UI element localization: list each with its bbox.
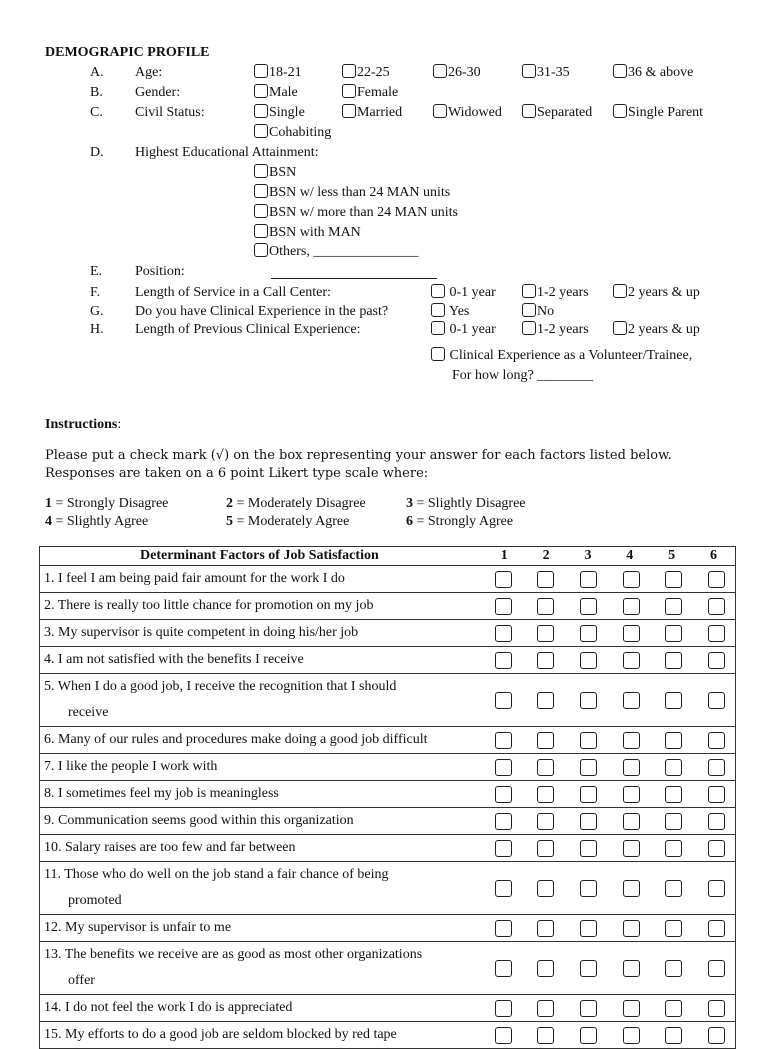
checkbox-icon[interactable]: [613, 104, 627, 118]
rating-checkbox-3[interactable]: [580, 840, 597, 857]
rating-checkbox-3[interactable]: [580, 652, 597, 669]
rating-checkbox-3[interactable]: [580, 1027, 597, 1044]
table-row: [40, 754, 736, 781]
checkbox-icon[interactable]: [522, 284, 536, 298]
scale-item-2: 2 = Moderately Disagree: [226, 496, 366, 511]
rating-checkbox-1[interactable]: [495, 1000, 512, 1017]
rating-checkbox-4[interactable]: [623, 786, 640, 803]
statement-text: 5. When I do a good job, I receive the recognition that I should: [44, 679, 397, 694]
rating-checkbox-2[interactable]: [537, 813, 554, 830]
table-row: [40, 1022, 736, 1049]
rating-cell: [479, 754, 736, 781]
table-row: [40, 808, 736, 835]
rating-checkbox-4[interactable]: [623, 625, 640, 642]
checkbox-icon[interactable]: [431, 347, 445, 361]
checkbox-icon[interactable]: [613, 284, 627, 298]
statement-cell: [40, 942, 479, 995]
position-input-line[interactable]: [271, 263, 437, 279]
instructions-text: Please put a check mark (√) on the box representing your answer for each factors listed below. Responses are taken on a 6 point Likert type scale where:: [45, 448, 672, 481]
table-row: [40, 620, 736, 647]
statement-text-continued: offer: [68, 973, 95, 988]
rating-checkbox-3[interactable]: [580, 759, 597, 776]
rating-checkbox-5[interactable]: [665, 732, 682, 749]
checkbox-icon[interactable]: [522, 64, 536, 78]
rating-checkbox-6[interactable]: [708, 571, 725, 588]
rating-checkbox-4[interactable]: [623, 880, 640, 897]
edu-option-bsn-more-24[interactable]: BSN w/ more than 24 MAN units: [254, 204, 458, 222]
clinical-option-yes[interactable]: Yes: [431, 303, 469, 321]
statement-cell: [40, 674, 479, 727]
rating-checkbox-5[interactable]: [665, 840, 682, 857]
checkbox-icon[interactable]: [342, 64, 356, 78]
instructions-title: Instructions:: [45, 417, 122, 432]
rating-checkbox-6[interactable]: [708, 1000, 725, 1017]
rating-cell: [479, 862, 736, 915]
rating-checkbox-6[interactable]: [708, 880, 725, 897]
item-label-gender: Gender:: [135, 85, 181, 100]
scale-item-3: 3 = Slightly Disagree: [406, 496, 526, 511]
age-option-26-30[interactable]: 26-30: [433, 64, 481, 82]
survey-table: [39, 546, 736, 1049]
rating-checkbox-2[interactable]: [537, 732, 554, 749]
civil-option-separated[interactable]: Separated: [522, 104, 592, 122]
checkbox-icon[interactable]: [613, 321, 627, 335]
rating-checkbox-1[interactable]: [495, 813, 512, 830]
item-label-service-length: Length of Service in a Call Center:: [135, 285, 331, 300]
rating-checkbox-1[interactable]: [495, 960, 512, 977]
item-letter-f: F.: [90, 285, 101, 300]
rating-checkbox-4[interactable]: [623, 1027, 640, 1044]
rating-checkbox-4[interactable]: [623, 1000, 640, 1017]
rating-checkbox-4[interactable]: [623, 960, 640, 977]
rating-cell: [479, 781, 736, 808]
statement-text: 3. My supervisor is quite competent in doing his/her job: [44, 625, 359, 640]
rating-checkbox-5[interactable]: [665, 880, 682, 897]
table-row: [40, 995, 736, 1022]
statement-text: 6. Many of our rules and procedures make doing a good job difficult: [44, 732, 428, 747]
rating-checkbox-2[interactable]: [537, 840, 554, 857]
rating-checkbox-6[interactable]: [708, 960, 725, 977]
rating-checkbox-6[interactable]: [708, 598, 725, 615]
table-row: [40, 915, 736, 942]
statement-text: 8. I sometimes feel my job is meaningless: [44, 786, 279, 801]
rating-checkbox-5[interactable]: [665, 571, 682, 588]
rating-checkbox-3[interactable]: [580, 692, 597, 709]
checkbox-icon[interactable]: [522, 104, 536, 118]
table-row: [40, 593, 736, 620]
statement-text: 12. My supervisor is unfair to me: [44, 920, 232, 935]
civil-option-single-parent[interactable]: Single Parent: [613, 104, 703, 122]
rating-checkbox-4[interactable]: [623, 692, 640, 709]
rating-checkbox-3[interactable]: [580, 1000, 597, 1017]
civil-option-single[interactable]: Single: [254, 104, 305, 122]
rating-checkbox-4[interactable]: [623, 571, 640, 588]
table-row: [40, 674, 736, 727]
rating-checkbox-1[interactable]: [495, 840, 512, 857]
section-heading: DEMOGRAPIC PROFILE: [45, 45, 210, 60]
table-row: [40, 862, 736, 915]
rating-checkbox-2[interactable]: [537, 571, 554, 588]
rating-checkbox-6[interactable]: [708, 732, 725, 749]
prev-option-2-up[interactable]: 2 years & up: [613, 321, 700, 339]
rating-checkbox-1[interactable]: [495, 652, 512, 669]
item-letter-c: C.: [90, 105, 103, 120]
table-row: [40, 727, 736, 754]
statement-text: 9. Communication seems good within this organization: [44, 813, 354, 828]
rating-checkbox-6[interactable]: [708, 813, 725, 830]
rating-checkbox-2[interactable]: [537, 960, 554, 977]
rating-checkbox-5[interactable]: [665, 920, 682, 937]
checkbox-icon[interactable]: [342, 84, 356, 98]
rating-checkbox-2[interactable]: [537, 598, 554, 615]
age-option-36-above[interactable]: 36 & above: [613, 64, 693, 82]
statement-cell: [40, 862, 479, 915]
rating-cell: [479, 915, 736, 942]
rating-cell: [479, 942, 736, 995]
checkbox-icon[interactable]: [431, 321, 445, 335]
rating-checkbox-5[interactable]: [665, 960, 682, 977]
rating-cell: [479, 995, 736, 1022]
statement-text: 13. The benefits we receive are as good as most other organizations: [44, 947, 423, 962]
statement-cell: [40, 835, 479, 862]
table-header-title: Determinant Factors of Job Satisfaction: [40, 547, 479, 566]
rating-checkbox-3[interactable]: [580, 813, 597, 830]
rating-checkbox-2[interactable]: [537, 652, 554, 669]
item-letter-b: B.: [90, 85, 103, 100]
checkbox-icon[interactable]: [254, 104, 268, 118]
rating-checkbox-6[interactable]: [708, 652, 725, 669]
checkbox-icon[interactable]: [254, 224, 268, 238]
rating-checkbox-5[interactable]: [665, 1027, 682, 1044]
rating-checkbox-5[interactable]: [665, 598, 682, 615]
rating-checkbox-4[interactable]: [623, 598, 640, 615]
statement-cell: [40, 620, 479, 647]
statement-cell: [40, 754, 479, 781]
table-row: [40, 835, 736, 862]
statement-cell: [40, 566, 479, 593]
statement-text: 7. I like the people I work with: [44, 759, 218, 774]
rating-checkbox-3[interactable]: [580, 880, 597, 897]
rating-checkbox-3[interactable]: [580, 786, 597, 803]
rating-checkbox-6[interactable]: [708, 692, 725, 709]
rating-checkbox-6[interactable]: [708, 840, 725, 857]
statement-cell: [40, 781, 479, 808]
rating-checkbox-1[interactable]: [495, 692, 512, 709]
statement-text-continued: promoted: [68, 893, 122, 908]
rating-checkbox-5[interactable]: [665, 759, 682, 776]
rating-checkbox-3[interactable]: [580, 732, 597, 749]
column-header-5: 5: [668, 548, 676, 563]
clinical-option-no[interactable]: No: [522, 303, 554, 321]
rating-checkbox-2[interactable]: [537, 759, 554, 776]
statement-cell: [40, 915, 479, 942]
column-header-1: 1: [500, 548, 508, 563]
rating-checkbox-2[interactable]: [537, 786, 554, 803]
service-option-2-up[interactable]: 2 years & up: [613, 284, 700, 302]
statement-text-continued: receive: [68, 705, 109, 720]
statement-cell: [40, 808, 479, 835]
rating-checkbox-4[interactable]: [623, 652, 640, 669]
table-header-scale: [479, 547, 736, 566]
rating-checkbox-1[interactable]: [495, 1027, 512, 1044]
rating-checkbox-3[interactable]: [580, 571, 597, 588]
rating-checkbox-5[interactable]: [665, 813, 682, 830]
statement-text: 14. I do not feel the work I do is appreciated: [44, 1000, 293, 1015]
rating-checkbox-6[interactable]: [708, 759, 725, 776]
rating-checkbox-6[interactable]: [708, 786, 725, 803]
table-row: [40, 647, 736, 674]
civil-option-widowed[interactable]: Widowed: [433, 104, 502, 122]
rating-cell: [479, 674, 736, 727]
edu-option-bsn-less-24[interactable]: BSN w/ less than 24 MAN units: [254, 184, 450, 202]
column-header-2: 2: [542, 548, 550, 563]
rating-checkbox-6[interactable]: [708, 1027, 725, 1044]
item-label-position: Position:: [135, 264, 185, 279]
statement-text: 4. I am not satisfied with the benefits I receive: [44, 652, 304, 667]
rating-checkbox-5[interactable]: [665, 692, 682, 709]
service-option-1-2[interactable]: 1-2 years: [522, 284, 589, 302]
item-letter-d: D.: [90, 145, 104, 160]
prev-option-0-1[interactable]: 0-1 year: [431, 321, 496, 339]
civil-option-married[interactable]: Married: [342, 104, 402, 122]
rating-checkbox-1[interactable]: [495, 598, 512, 615]
rating-checkbox-6[interactable]: [708, 920, 725, 937]
prev-option-1-2[interactable]: 1-2 years: [522, 321, 589, 339]
scale-item-6: 6 = Strongly Agree: [406, 514, 514, 529]
rating-checkbox-4[interactable]: [623, 813, 640, 830]
rating-cell: [479, 1022, 736, 1049]
prev-option-volunteer[interactable]: Clinical Experience as a Volunteer/Trainee,: [431, 347, 692, 365]
item-label-previous-experience: Length of Previous Clinical Experience:: [135, 322, 361, 337]
civil-option-cohabiting[interactable]: Cohabiting: [254, 124, 331, 142]
rating-checkbox-2[interactable]: [537, 625, 554, 642]
rating-checkbox-1[interactable]: [495, 880, 512, 897]
item-label-clinical-experience: Do you have Clinical Experience in the past?: [135, 304, 389, 319]
edu-option-others[interactable]: Others, _______________: [254, 243, 418, 261]
service-option-0-1[interactable]: 0-1 year: [431, 284, 496, 302]
checkbox-icon[interactable]: [342, 104, 356, 118]
rating-cell: [479, 620, 736, 647]
checkbox-icon[interactable]: [254, 164, 268, 178]
checkbox-icon[interactable]: [254, 84, 268, 98]
edu-option-bsn[interactable]: BSN: [254, 164, 296, 182]
rating-cell: [479, 727, 736, 754]
statement-text: 11. Those who do well on the job stand a fair chance of being: [44, 867, 389, 882]
gender-option-female[interactable]: Female: [342, 84, 398, 102]
rating-checkbox-3[interactable]: [580, 960, 597, 977]
checkbox-icon[interactable]: [613, 64, 627, 78]
rating-checkbox-4[interactable]: [623, 920, 640, 937]
rating-checkbox-1[interactable]: [495, 786, 512, 803]
checkbox-icon[interactable]: [522, 303, 536, 317]
item-label-civil-status: Civil Status:: [135, 105, 205, 120]
rating-cell: [479, 647, 736, 674]
checkbox-icon[interactable]: [522, 321, 536, 335]
rating-cell: [479, 808, 736, 835]
table-row: [40, 781, 736, 808]
rating-cell: [479, 835, 736, 862]
column-header-6: 6: [709, 548, 717, 563]
survey-body: [40, 566, 736, 1049]
rating-checkbox-2[interactable]: [537, 920, 554, 937]
rating-checkbox-4[interactable]: [623, 840, 640, 857]
item-label-education: Highest Educational Attainment:: [135, 145, 319, 160]
statement-text: 10. Salary raises are too few and far between: [44, 840, 296, 855]
scale-item-5: 5 = Moderately Agree: [226, 514, 350, 529]
rating-checkbox-1[interactable]: [495, 625, 512, 642]
rating-checkbox-1[interactable]: [495, 571, 512, 588]
checkbox-icon[interactable]: [254, 204, 268, 218]
item-letter-h: H.: [90, 322, 104, 337]
rating-cell: [479, 593, 736, 620]
age-option-22-25[interactable]: 22-25: [342, 64, 390, 82]
rating-checkbox-3[interactable]: [580, 625, 597, 642]
rating-checkbox-1[interactable]: [495, 759, 512, 776]
scale-item-4: 4 = Slightly Agree: [45, 514, 149, 529]
table-row: [40, 566, 736, 593]
checkbox-icon[interactable]: [254, 184, 268, 198]
rating-checkbox-5[interactable]: [665, 786, 682, 803]
item-letter-g: G.: [90, 304, 104, 319]
table-row: [40, 942, 736, 995]
age-option-18-21[interactable]: 18-21: [254, 64, 302, 82]
checkbox-icon[interactable]: [431, 284, 445, 298]
statement-text: 2. There is really too little chance for promotion on my job: [44, 598, 374, 613]
scale-item-1: 1 = Strongly Disagree: [45, 496, 169, 511]
age-option-31-35[interactable]: 31-35: [522, 64, 570, 82]
table-header-row: [40, 547, 736, 566]
statement-cell: [40, 593, 479, 620]
volunteer-duration: For how long? ________: [452, 368, 594, 383]
statement-text: 15. My efforts to do a good job are seldom blocked by red tape: [44, 1027, 397, 1042]
rating-cell: [479, 566, 736, 593]
item-letter-a: A.: [90, 65, 104, 80]
statement-cell: [40, 727, 479, 754]
statement-cell: [40, 995, 479, 1022]
item-label-age: Age:: [135, 65, 163, 80]
item-letter-e: E.: [90, 264, 103, 279]
statement-cell: [40, 647, 479, 674]
rating-checkbox-3[interactable]: [580, 598, 597, 615]
rating-checkbox-4[interactable]: [623, 732, 640, 749]
gender-option-male[interactable]: Male: [254, 84, 298, 102]
statement-text: 1. I feel I am being paid fair amount for the work I do: [44, 571, 345, 586]
rating-checkbox-3[interactable]: [580, 920, 597, 937]
checkbox-icon[interactable]: [254, 64, 268, 78]
rating-checkbox-2[interactable]: [537, 692, 554, 709]
checkbox-icon[interactable]: [433, 104, 447, 118]
checkbox-icon[interactable]: [254, 243, 268, 257]
rating-checkbox-5[interactable]: [665, 652, 682, 669]
rating-checkbox-2[interactable]: [537, 1000, 554, 1017]
rating-checkbox-1[interactable]: [495, 732, 512, 749]
rating-checkbox-5[interactable]: [665, 1000, 682, 1017]
rating-checkbox-5[interactable]: [665, 625, 682, 642]
rating-checkbox-2[interactable]: [537, 1027, 554, 1044]
checkbox-icon[interactable]: [433, 64, 447, 78]
checkbox-icon[interactable]: [254, 124, 268, 138]
column-header-4: 4: [626, 548, 634, 563]
statement-cell: [40, 1022, 479, 1049]
rating-checkbox-4[interactable]: [623, 759, 640, 776]
rating-checkbox-2[interactable]: [537, 880, 554, 897]
rating-checkbox-1[interactable]: [495, 920, 512, 937]
rating-checkbox-6[interactable]: [708, 625, 725, 642]
checkbox-icon[interactable]: [431, 303, 445, 317]
edu-option-bsn-with-man[interactable]: BSN with MAN: [254, 224, 361, 242]
column-header-3: 3: [584, 548, 592, 563]
